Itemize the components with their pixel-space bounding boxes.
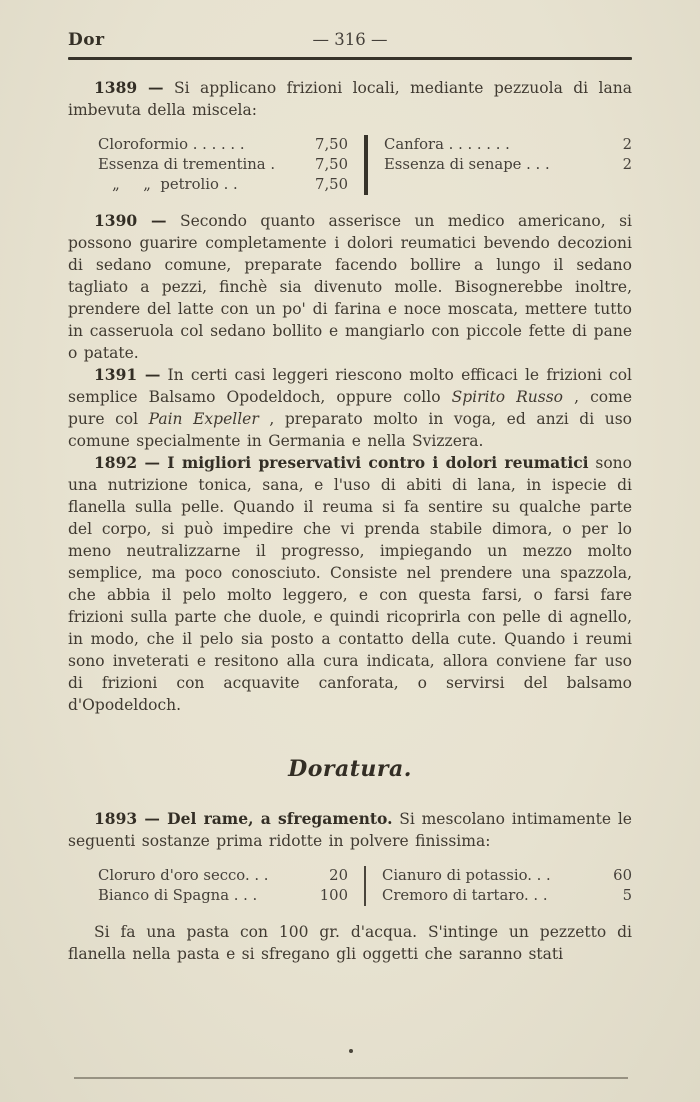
recipe-row bbox=[98, 886, 348, 906]
recipe-row bbox=[98, 135, 348, 155]
entry-1391 bbox=[68, 364, 632, 452]
recipe2-left-column bbox=[98, 866, 348, 906]
recipe2-right-column bbox=[382, 866, 632, 906]
recipe-row bbox=[384, 155, 632, 175]
recipe-row bbox=[98, 175, 348, 195]
ingredient-quantity: 60 bbox=[613, 867, 632, 884]
ingredient-quantity: 20 bbox=[329, 867, 348, 884]
entry-1389-number: 1389 — bbox=[94, 78, 164, 97]
entry-1390 bbox=[68, 210, 632, 364]
section-heading-doratura: Doratura. bbox=[288, 756, 412, 782]
entry-1892-text: sono una nutrizione tonica, sana, e l'uso di abiti di lana, in ispecie di flanella sulla pelle. Quando il reuma si fa sentire su qualche parte del corpo, si può impedire che vi prenda stabile dimora, o per lo meno neutralizzarne il progresso, impiegando un mezzo molto semplice, ma poco conosciuto. Consiste nel prendere una spazzola, che abbia il pelo molto leggero, e con questa farsi, o farsi fare frizioni sulla parte che duole, e quindi ricoprirla con pelle di agnello, in modo, che il pelo sia posto a contatto della cute. Quando i reumi sono inveterati e resitono alla cura indicata, allora conviene far uso di frizioni con acquavite canforata, o servirsi del balsamo d'Opodeldoch. bbox=[68, 454, 632, 714]
entry-1389 bbox=[68, 77, 632, 121]
entry-1391-number: 1391 — bbox=[94, 365, 161, 384]
page-number: — 316 — bbox=[312, 30, 388, 49]
recipe1-right-column bbox=[384, 135, 632, 195]
entry-1391-text: , come pure col bbox=[68, 388, 632, 428]
recipe-row bbox=[382, 886, 632, 906]
entry-1391-italic-pain-expeller: Pain Expeller bbox=[148, 410, 259, 428]
column-divider bbox=[364, 866, 366, 906]
entry-1893-lead: 1893 — Del rame, a sfregamento. bbox=[94, 809, 393, 828]
closing-paragraph: Si fa una pasta con 100 gr. d'acqua. S'intinge un pezzetto di flanella nella pasta e si sfregano gli oggetti che saranno stati bbox=[68, 923, 632, 963]
ingredient-name: Canfora . . . . . . . bbox=[384, 136, 510, 153]
ingredient-quantity: 5 bbox=[622, 887, 632, 904]
entry-1390-number: 1390 — bbox=[94, 211, 167, 230]
recipe-table-1389 bbox=[98, 135, 632, 195]
entry-1391-italic-spirito-russo: Spirito Russo bbox=[451, 388, 564, 406]
recipe-row bbox=[98, 866, 348, 886]
column-divider bbox=[364, 135, 368, 195]
entry-1391-text: , preparato molto in voga, ed anzi di uso comune specialmente in Germania e nella Svizzera. bbox=[68, 410, 632, 450]
ingredient-name: Essenza di senape . . . bbox=[384, 156, 550, 173]
ingredient-quantity: 2 bbox=[622, 136, 632, 153]
ingredient-name: „ „ petrolio . . bbox=[98, 176, 238, 193]
ink-speck bbox=[349, 1049, 353, 1053]
entry-1892-lead: 1892 — I migliori preservativi contro i dolori reumatici bbox=[94, 453, 589, 472]
recipe1-left-column bbox=[98, 135, 348, 195]
running-head: Dor bbox=[68, 30, 105, 50]
page-bottom-rule bbox=[74, 1077, 628, 1079]
ingredient-name: Cremoro di tartaro. . . bbox=[382, 887, 548, 904]
ingredient-quantity: 2 bbox=[622, 156, 632, 173]
ingredient-quantity: 7,50 bbox=[315, 176, 348, 193]
ingredient-quantity: 7,50 bbox=[315, 136, 348, 153]
ingredient-name: Bianco di Spagna . . . bbox=[98, 887, 258, 904]
ingredient-quantity: 100 bbox=[319, 887, 348, 904]
recipe-table-1893 bbox=[98, 866, 632, 906]
recipe-row bbox=[382, 866, 632, 886]
entry-1892 bbox=[68, 452, 632, 716]
entry-1893-text: Si mescolano intimamente le seguenti sostanze prima ridotte in polvere finissima: bbox=[68, 810, 632, 850]
entry-1389-text: Si applicano frizioni locali, mediante pezzuola di lana imbevuta della miscela: bbox=[68, 79, 632, 119]
ingredient-name: Cianuro di potassio. . . bbox=[382, 867, 551, 884]
ingredient-name: Cloroformio . . . . . . bbox=[98, 136, 245, 153]
header-rule bbox=[68, 57, 632, 60]
entry-1390-text: Secondo quanto asserisce un medico americano, si possono guarire completamente i dolori reumatici bevendo decozioni di sedano comune, preparate facendo bollire a lungo il sedano tagliato a pezzi, finchè sia divenuto molle. Bisognerebbe inoltre, prendere del latte con un po' di farina e noce moscata, mettere tutto in casseruola col sedano bollito e mangiarlo con piccole fette di pane o patate. bbox=[68, 212, 632, 362]
ingredient-quantity: 7,50 bbox=[315, 156, 348, 173]
entry-1391-text: In certi casi leggeri riescono molto efficaci le frizioni col semplice Balsamo Opodeldoch, oppure collo bbox=[68, 366, 632, 406]
page-header bbox=[68, 30, 632, 50]
ingredient-name: Cloruro d'oro secco. . . bbox=[98, 867, 269, 884]
recipe-row bbox=[384, 135, 632, 155]
ingredient-name: Essenza di trementina . bbox=[98, 156, 276, 173]
entry-1893 bbox=[68, 808, 632, 852]
recipe-row bbox=[98, 155, 348, 175]
